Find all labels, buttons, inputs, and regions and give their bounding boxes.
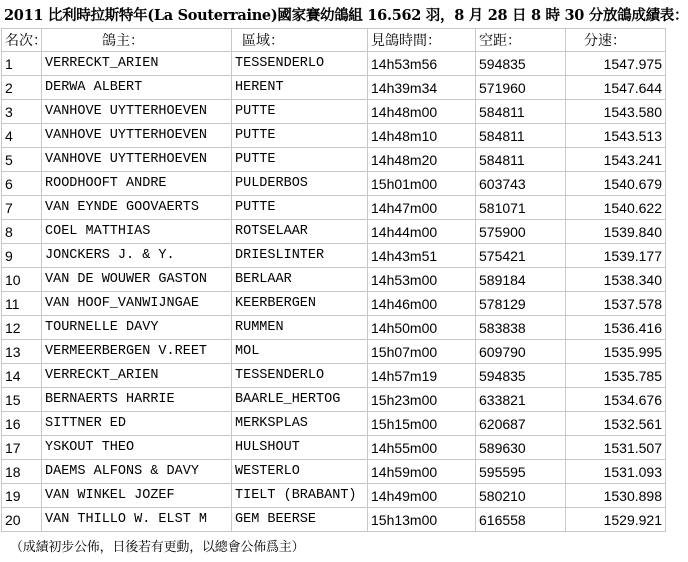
table-row	[2, 100, 666, 124]
cell-region: TESSENDERLO	[232, 52, 368, 76]
cell-owner: DERWA ALBERT	[42, 76, 232, 100]
table-row	[2, 388, 666, 412]
table-row	[2, 220, 666, 244]
cell-distance: 584811	[476, 124, 566, 148]
cell-speed: 1540.679	[566, 172, 666, 196]
cell-rank: 12	[2, 316, 42, 340]
cell-rank: 20	[2, 508, 42, 532]
cell-time: 14h53m00	[368, 268, 476, 292]
cell-rank: 1	[2, 52, 42, 76]
cell-distance: 584811	[476, 100, 566, 124]
table-row	[2, 244, 666, 268]
cell-region: PUTTE	[232, 124, 368, 148]
cell-time: 15h01m00	[368, 172, 476, 196]
cell-owner: JONCKERS J. & Y.	[42, 244, 232, 268]
cell-distance: 609790	[476, 340, 566, 364]
cell-distance: 595595	[476, 460, 566, 484]
cell-time: 14h59m00	[368, 460, 476, 484]
table-header-row	[2, 29, 666, 52]
cell-time: 15h07m00	[368, 340, 476, 364]
column-header-speed: 分速：	[566, 29, 666, 52]
cell-distance: 616558	[476, 508, 566, 532]
cell-region: MOL	[232, 340, 368, 364]
cell-distance: 633821	[476, 388, 566, 412]
cell-region: BERLAAR	[232, 268, 368, 292]
cell-speed: 1536.416	[566, 316, 666, 340]
cell-owner: SITTNER ED	[42, 412, 232, 436]
table-row	[2, 52, 666, 76]
cell-speed: 1539.177	[566, 244, 666, 268]
cell-owner: VERRECKT_ARIEN	[42, 364, 232, 388]
table-row	[2, 508, 666, 532]
cell-region: KEERBERGEN	[232, 292, 368, 316]
cell-time: 14h53m56	[368, 52, 476, 76]
cell-region: DRIESLINTER	[232, 244, 368, 268]
cell-distance: 589184	[476, 268, 566, 292]
cell-time: 14h49m00	[368, 484, 476, 508]
cell-time: 15h13m00	[368, 508, 476, 532]
cell-distance: 594835	[476, 364, 566, 388]
cell-speed: 1531.507	[566, 436, 666, 460]
cell-speed: 1535.995	[566, 340, 666, 364]
cell-rank: 14	[2, 364, 42, 388]
table-row	[2, 364, 666, 388]
cell-region: PUTTE	[232, 100, 368, 124]
cell-time: 14h43m51	[368, 244, 476, 268]
table-row	[2, 124, 666, 148]
column-header-time: 見鴿時間：	[368, 29, 476, 52]
cell-distance: 589630	[476, 436, 566, 460]
cell-owner: VAN THILLO W. ELST M	[42, 508, 232, 532]
cell-region: BAARLE_HERTOG	[232, 388, 368, 412]
cell-speed: 1547.644	[566, 76, 666, 100]
cell-rank: 6	[2, 172, 42, 196]
cell-time: 14h44m00	[368, 220, 476, 244]
cell-region: ROTSELAAR	[232, 220, 368, 244]
cell-time: 14h47m00	[368, 196, 476, 220]
cell-owner: COEL MATTHIAS	[42, 220, 232, 244]
column-header-rank: 名次：	[2, 29, 42, 52]
cell-rank: 8	[2, 220, 42, 244]
cell-owner: DAEMS ALFONS & DAVY	[42, 460, 232, 484]
column-header-owner: 鴿主：	[42, 29, 232, 52]
cell-region: PUTTE	[232, 148, 368, 172]
cell-region: TIELT (BRABANT)	[232, 484, 368, 508]
footnote: （成績初步公佈，日後若有更動，以總會公佈爲主）	[10, 540, 305, 555]
column-header-distance: 空距：	[476, 29, 566, 52]
cell-rank: 18	[2, 460, 42, 484]
cell-distance: 584811	[476, 148, 566, 172]
cell-region: GEM BEERSE	[232, 508, 368, 532]
cell-owner: VERMEERBERGEN V.REET	[42, 340, 232, 364]
cell-rank: 3	[2, 100, 42, 124]
cell-speed: 1543.241	[566, 148, 666, 172]
cell-speed: 1537.578	[566, 292, 666, 316]
table-row	[2, 412, 666, 436]
cell-region: HULSHOUT	[232, 436, 368, 460]
cell-owner: VAN EYNDE GOOVAERTS	[42, 196, 232, 220]
cell-owner: VANHOVE UYTTERHOEVEN	[42, 148, 232, 172]
table-row	[2, 340, 666, 364]
results-body	[2, 52, 666, 532]
cell-rank: 13	[2, 340, 42, 364]
cell-speed: 1531.093	[566, 460, 666, 484]
cell-distance: 594835	[476, 52, 566, 76]
cell-distance: 575421	[476, 244, 566, 268]
cell-owner: TOURNELLE DAVY	[42, 316, 232, 340]
cell-region: MERKSPLAS	[232, 412, 368, 436]
cell-time: 15h15m00	[368, 412, 476, 436]
cell-rank: 19	[2, 484, 42, 508]
cell-speed: 1543.513	[566, 124, 666, 148]
cell-speed: 1532.561	[566, 412, 666, 436]
results-table	[1, 28, 666, 532]
table-row	[2, 148, 666, 172]
table-row	[2, 292, 666, 316]
column-header-region: 區域：	[232, 29, 368, 52]
cell-rank: 7	[2, 196, 42, 220]
cell-region: TESSENDERLO	[232, 364, 368, 388]
table-row	[2, 484, 666, 508]
cell-time: 14h48m00	[368, 100, 476, 124]
cell-speed: 1540.622	[566, 196, 666, 220]
table-row	[2, 268, 666, 292]
page-title: 2011 比利時拉斯特年(La Souterraine)國家賽幼鴿組 16.562 羽，8 月 28 日 8 時 30 分放鴿成績表：	[4, 7, 688, 24]
cell-distance: 603743	[476, 172, 566, 196]
table-row	[2, 316, 666, 340]
cell-owner: VANHOVE UYTTERHOEVEN	[42, 100, 232, 124]
cell-speed: 1543.580	[566, 100, 666, 124]
cell-owner: YSKOUT THEO	[42, 436, 232, 460]
cell-time: 14h48m20	[368, 148, 476, 172]
cell-time: 14h50m00	[368, 316, 476, 340]
cell-rank: 2	[2, 76, 42, 100]
table-row	[2, 172, 666, 196]
table-row	[2, 76, 666, 100]
cell-distance: 583838	[476, 316, 566, 340]
cell-speed: 1547.975	[566, 52, 666, 76]
cell-region: HERENT	[232, 76, 368, 100]
cell-distance: 578129	[476, 292, 566, 316]
table-row	[2, 196, 666, 220]
table-row	[2, 436, 666, 460]
cell-time: 14h39m34	[368, 76, 476, 100]
cell-time: 15h23m00	[368, 388, 476, 412]
cell-rank: 9	[2, 244, 42, 268]
cell-distance: 575900	[476, 220, 566, 244]
cell-rank: 15	[2, 388, 42, 412]
cell-owner: VERRECKT_ARIEN	[42, 52, 232, 76]
cell-speed: 1538.340	[566, 268, 666, 292]
cell-distance: 571960	[476, 76, 566, 100]
table-row	[2, 460, 666, 484]
cell-time: 14h48m10	[368, 124, 476, 148]
cell-owner: VANHOVE UYTTERHOEVEN	[42, 124, 232, 148]
cell-distance: 620687	[476, 412, 566, 436]
cell-time: 14h46m00	[368, 292, 476, 316]
cell-time: 14h55m00	[368, 436, 476, 460]
cell-rank: 16	[2, 412, 42, 436]
cell-distance: 581071	[476, 196, 566, 220]
cell-owner: VAN HOOF_VANWIJNGAE	[42, 292, 232, 316]
cell-region: RUMMEN	[232, 316, 368, 340]
cell-rank: 10	[2, 268, 42, 292]
cell-rank: 5	[2, 148, 42, 172]
cell-speed: 1539.840	[566, 220, 666, 244]
cell-speed: 1529.921	[566, 508, 666, 532]
cell-owner: BERNAERTS HARRIE	[42, 388, 232, 412]
cell-speed: 1534.676	[566, 388, 666, 412]
cell-region: WESTERLO	[232, 460, 368, 484]
cell-speed: 1535.785	[566, 364, 666, 388]
cell-owner: VAN DE WOUWER GASTON	[42, 268, 232, 292]
cell-region: PUTTE	[232, 196, 368, 220]
cell-rank: 11	[2, 292, 42, 316]
cell-speed: 1530.898	[566, 484, 666, 508]
cell-distance: 580210	[476, 484, 566, 508]
cell-region: PULDERBOS	[232, 172, 368, 196]
cell-rank: 4	[2, 124, 42, 148]
cell-rank: 17	[2, 436, 42, 460]
cell-owner: ROODHOOFT ANDRE	[42, 172, 232, 196]
cell-time: 14h57m19	[368, 364, 476, 388]
cell-owner: VAN WINKEL JOZEF	[42, 484, 232, 508]
